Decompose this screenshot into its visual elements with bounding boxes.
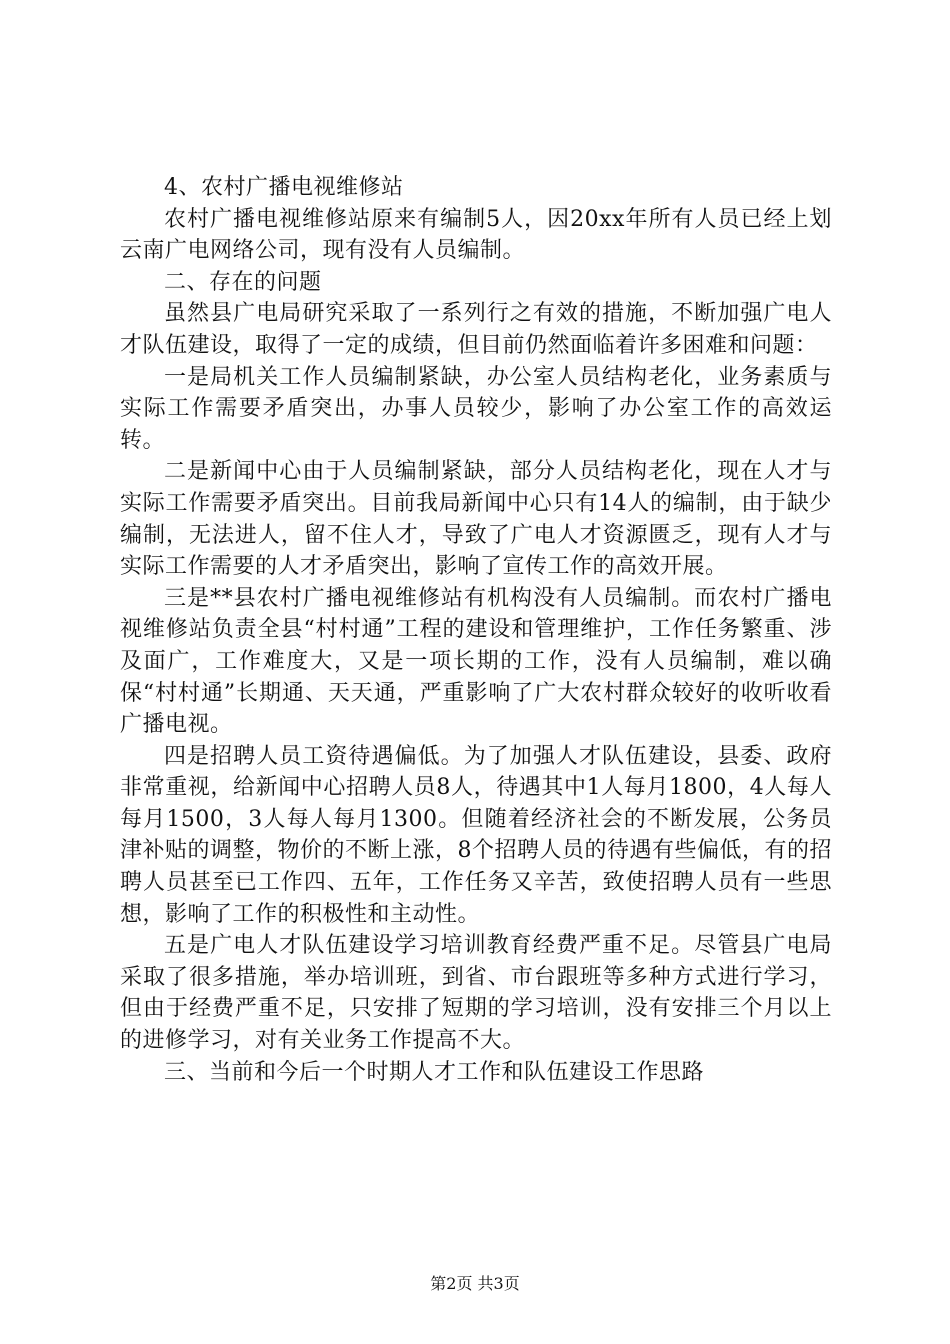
section-heading-problems: 二、存在的问题 — [164, 269, 322, 295]
paragraph-problem-four: 四是招聘人员工资待遇偏低。为了加强人才队伍建设，县委、政府非常重视，给新闻中心招聘人员8人，待遇其中1人每月1800，4人每人每月1500，3人每人每月1300。但随着经济社会的不断发展，公务员津补贴的调整，物价的不断上涨，8个招聘人员的待遇有些偏低，有的招聘人员甚至已工作四、五年，工作任务又辛苦，致使招聘人员有一些思想，影响了工作的积极性和主动性。 — [120, 743, 832, 927]
paragraph-problem-five: 五是广电人才队伍建设学习培训教育经费严重不足。尽管县广电局采取了很多措施，举办培训班，到省、市台跟班等多种方式进行学习，但由于经费严重不足，只安排了短期的学习培训，没有安排三个月以上的进修学习，对有关业务工作提高不大。 — [120, 933, 832, 1054]
paragraph-problems-intro: 虽然县广电局研究采取了一系列行之有效的措施，不断加强广电人才队伍建设，取得了一定的成绩，但目前仍然面临着许多困难和问题： — [120, 301, 832, 358]
paragraph-problem-two: 二是新闻中心由于人员编制紧缺，部分人员结构老化，现在人才与实际工作需要矛盾突出。目前我局新闻中心只有14人的编制，由于缺少编制，无法进人，留不住人才，导致了广电人才资源匮乏，现有人才与实际工作需要的人才矛盾突出，影响了宣传工作的高效开展。 — [120, 459, 832, 580]
section-heading-work-plan: 三、当前和今后一个时期人才工作和队伍建设工作思路 — [164, 1059, 705, 1085]
section-heading-rural-repair-station: 4、农村广播电视维修站 — [164, 175, 404, 200]
paragraph-repair-station-staffing: 农村广播电视维修站原来有编制5人，因20xx年所有人员已经上划云南广电网络公司，现有没有人员编制。 — [120, 206, 832, 264]
paragraph-problem-one: 一是局机关工作人员编制紧缺，办公室人员结构老化，业务素质与实际工作需要矛盾突出，办事人员较少，影响了办公室工作的高效运转。 — [120, 364, 832, 453]
paragraph-problem-three: 三是**县农村广播电视维修站有机构没有人员编制。而农村广播电视维修站负责全县“村村通”工程的建设和管理维护，工作任务繁重、涉及面广，工作难度大，又是一项长期的工作，没有人员编制，难以确保“村村通”长期通、天天通，严重影响了广大农村群众较好的收听收看广播电视。 — [120, 585, 832, 738]
document-body — [120, 172, 832, 1088]
page-number-footer: 第2页 共3页 — [430, 1274, 520, 1293]
